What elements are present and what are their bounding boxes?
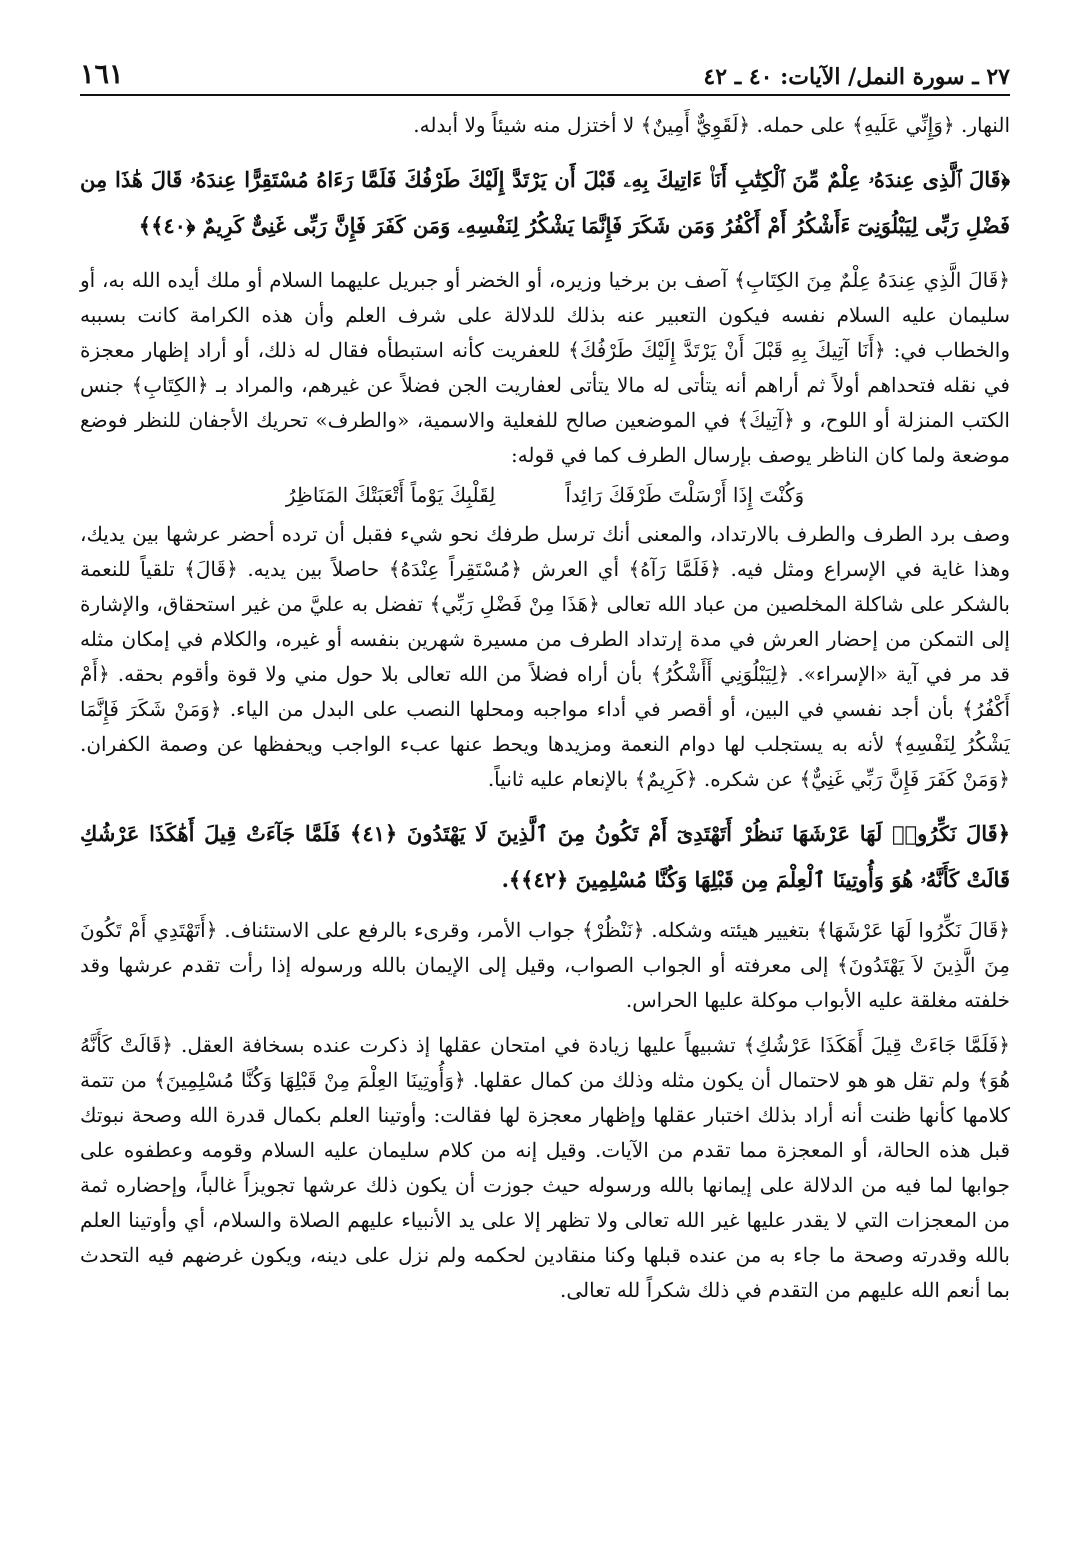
paragraph-5: ﴿فَلَمَّا جَاءَتْ قِيلَ أَهَكَذَا عَرْشُكِ﴾ تشبيهاً عليها زيادة في امتحان عقلها إذ ذكرت عنده بسخافة العقل. ﴿قَالَتْ كَأَنَّهُ هُوَ﴾ ولم تقل هو هو لاحتمال أن يكون مثله وذلك من كمال عقلها. ﴿وَأُوتِينَا العِلْمَ مِنْ قَبْلِهَا وَكُنَّا مُسْلِمِينَ﴾ من تتمة كلامها كأنها ظنت أنه أراد بذلك اختبار عقلها وإظهار معجزة لها فقالت: وأوتينا العلم بكمال قدرة الله وصحة نبوتك قبل هذه الحالة، أو المعجزة مما تقدم من الآيات. وقيل إنه من كلام سليمان عليه السلام وقومه وعطفوه على جوابها لما فيه من الدلالة على إيمانها بالله ورسوله حيث جوزت أن يكون ذلك عرشها تجويزاً غالباً، وإحضاره ثمة من المعجزات التي لا يقدر عليها غير الله تعالى ولا تظهر إلا على يد الأنبياء عليهم الصلاة والسلام، أي وأوتينا العلم بالله وقدرته وصحة ما جاء به من عنده قبلها وكنا منقادين لحكمه ولم نزل على دينه، ويكون غرضهم فيه التحدث بما أنعم الله عليهم من التقدم في ذلك شكراً لله تعالى. [80, 1033, 1011, 1302]
spacer [80, 143, 1010, 157]
paragraph-1: النهار. ﴿وَإِنِّي عَلَيهِ﴾ على حمله. ﴿لَقَوِيٌّ أَمِينٌ﴾ لا أختزل منه شيئاً ولا أبدله. [413, 113, 1010, 137]
spacer [80, 903, 1010, 913]
paragraph-3: وصف برد الطرف والطرف بالارتداد، والمعنى أنك ترسل طرفك نحو شيء فقبل أن ترده أحضر عرشها بين يديك، وهذا غاية في الإسراع ومثل فيه. ﴿فَلَمَّا رَآهُ﴾ أي العرش ﴿مُسْتَقِراً عِنْدَهُ﴾ حاصلاً بين يديه. ﴿قَالَ﴾ تلقياً للنعمة بالشكر على شاكلة المخلصين من عباد الله تعالى ﴿هَذَا مِنْ فَضْلِ رَبِّي﴾ تفضل به عليَّ من غير استحقاق، والإشارة إلى التمكن من إحضار العرش في مدة إرتداد الطرف من مسيرة شهرين بنفسه أو غيره، والكلام في إمكان مثله قد مر في آية «الإسراء». ﴿لِيَبْلُوَنِي أَأَشْكُرُ﴾ بأن أراه فضلاً من الله تعالى بلا حول مني ولا قوة وأقوم بحقه. ﴿أَمْ أَكْفُرُ﴾ بأن أجد نفسي في البين، أو أقصر في أداء مواجبه ومحلها النصب على البدل من الياء. ﴿وَمَنْ شَكَرَ فَإِنَّمَا يَشْكُرُ لِنَفْسِهِ﴾ لأنه به يستجلب لها دوام النعمة ومزيدها ويحط عنها عبء الواجب ويحفظها عن وصمة الكفران. ﴿وَمَنْ كَفَرَ فَإِنَّ رَبِّي غَنِيٌّ﴾ عن شكره. ﴿كَرِيمٌ﴾ بالإنعام عليه ثانياً. [80, 522, 1011, 791]
poetry-verse [80, 475, 1010, 515]
spacer [80, 797, 1010, 811]
spacer [80, 1018, 1010, 1028]
quran-verse-41-42: ﴿قَالَ نَكِّرُوا۟ لَهَا عَرْشَهَا نَنظُرْ أَتَهْتَدِىٓ أَمْ تَكُونُ مِنَ ٱلَّذِينَ لَا يَهْتَدُونَ ﴿٤١﴾ فَلَمَّا جَآءَتْ قِيلَ أَهَٰكَذَا عَرْشُكِ قَالَتْ كَأَنَّهُۥ هُوَ وَأُوتِينَا ٱلْعِلْمَ مِن قَبْلِهَا وَكُنَّا مُسْلِمِينَ ﴿٤٢﴾﴾. [80, 821, 1010, 892]
page-number: ١٦١ [80, 59, 124, 90]
paragraph-2: ﴿قَالَ الَّذِي عِندَهُ عِلْمٌ مِنَ الكِتَابِ﴾ آصف بن برخيا وزيره، أو الخضر أو جبريل عليهما السلام أو ملك أيده الله به، أو سليمان عليه السلام نفسه فيكون التعبير عنه بذلك للدلالة على شرف العلم وأن هذه الكرامة كانت بسببه والخطاب في: ﴿أَنَا آتِيكَ بِهِ قَبْلَ أَنْ يَرْتَدَّ إِلَيْكَ طَرْفُكَ﴾ للعفريت كأنه استبطأه فقال له ذلك، أو أراد إظهار معجزة في نقله فتحداهم أولاً ثم أراهم أنه يتأتى له مالا يتأتى لعفاريت الجن فضلاً عن غيرهم، والمراد بـ ﴿الكِتَابِ﴾ جنس الكتب المنزلة أو اللوح، و ﴿آتِيكَ﴾ في الموضعين صالح للفعلية والاسمية، «والطرف» تحريك الأجفان للنظر فوضع موضعة ولما كان الناظر يوصف بإرسال الطرف كما في قوله: [80, 268, 1010, 467]
quran-verse-40: ﴿قَالَ ٱلَّذِى عِندَهُۥ عِلْمٌ مِّنَ ٱلْكِتَٰبِ أَنَا۠ ءَاتِيكَ بِهِۦ قَبْلَ أَن يَرْتَدَّ إِلَيْكَ طَرْفُكَ فَلَمَّا رَءَاهُ مُسْتَقِرًّا عِندَهُۥ قَالَ هَٰذَا مِن فَضْلِ رَبِّى لِيَبْلُوَنِىٓ ءَأَشْكُرُ أَمْ أَكْفُرُ وَمَن شَكَرَ فَإِنَّمَا يَشْكُرُ لِنَفْسِهِۦ وَمَن كَفَرَ فَإِنَّ رَبِّى غَنِىٌّ كَرِيمٌ ﴿٤٠﴾﴾ [80, 167, 1010, 238]
poem-hemistich-right: وَكُنْتَ إِذَا أَرْسَلْتَ طَرْفَكَ رَائِداً [565, 483, 805, 507]
poem-hemistich-left: لِقَلْبِكَ يَوْماً أَتْعَبَتْكَ المَنَاظِرُ [285, 483, 496, 507]
page-header [80, 52, 1010, 96]
spacer [80, 249, 1010, 263]
page [80, 52, 1010, 1522]
paragraph-4: ﴿قَالَ نَكِّرُوا لَهَا عَرْشَهَا﴾ بتغيير هيئته وشكله. ﴿نَنْظُرْ﴾ جواب الأمر، وقرىء بالرفع على الاستئناف. ﴿أَتَهْتَدِي أَمْ تَكُونَ مِنَ الَّذِينَ لاَ يَهْتَدُونَ﴾ إلى معرفته أو الجواب الصواب، وقيل إلى الإيمان بالله ورسوله إذا رأت تقدم عرشها وقد خلفته مغلقة عليه الأبواب موكلة عليها الحراس. [80, 918, 1010, 1012]
surah-title: ٢٧ ـ سورة النمل/ الآيات: ٤٠ ـ ٤٢ [703, 64, 1010, 90]
